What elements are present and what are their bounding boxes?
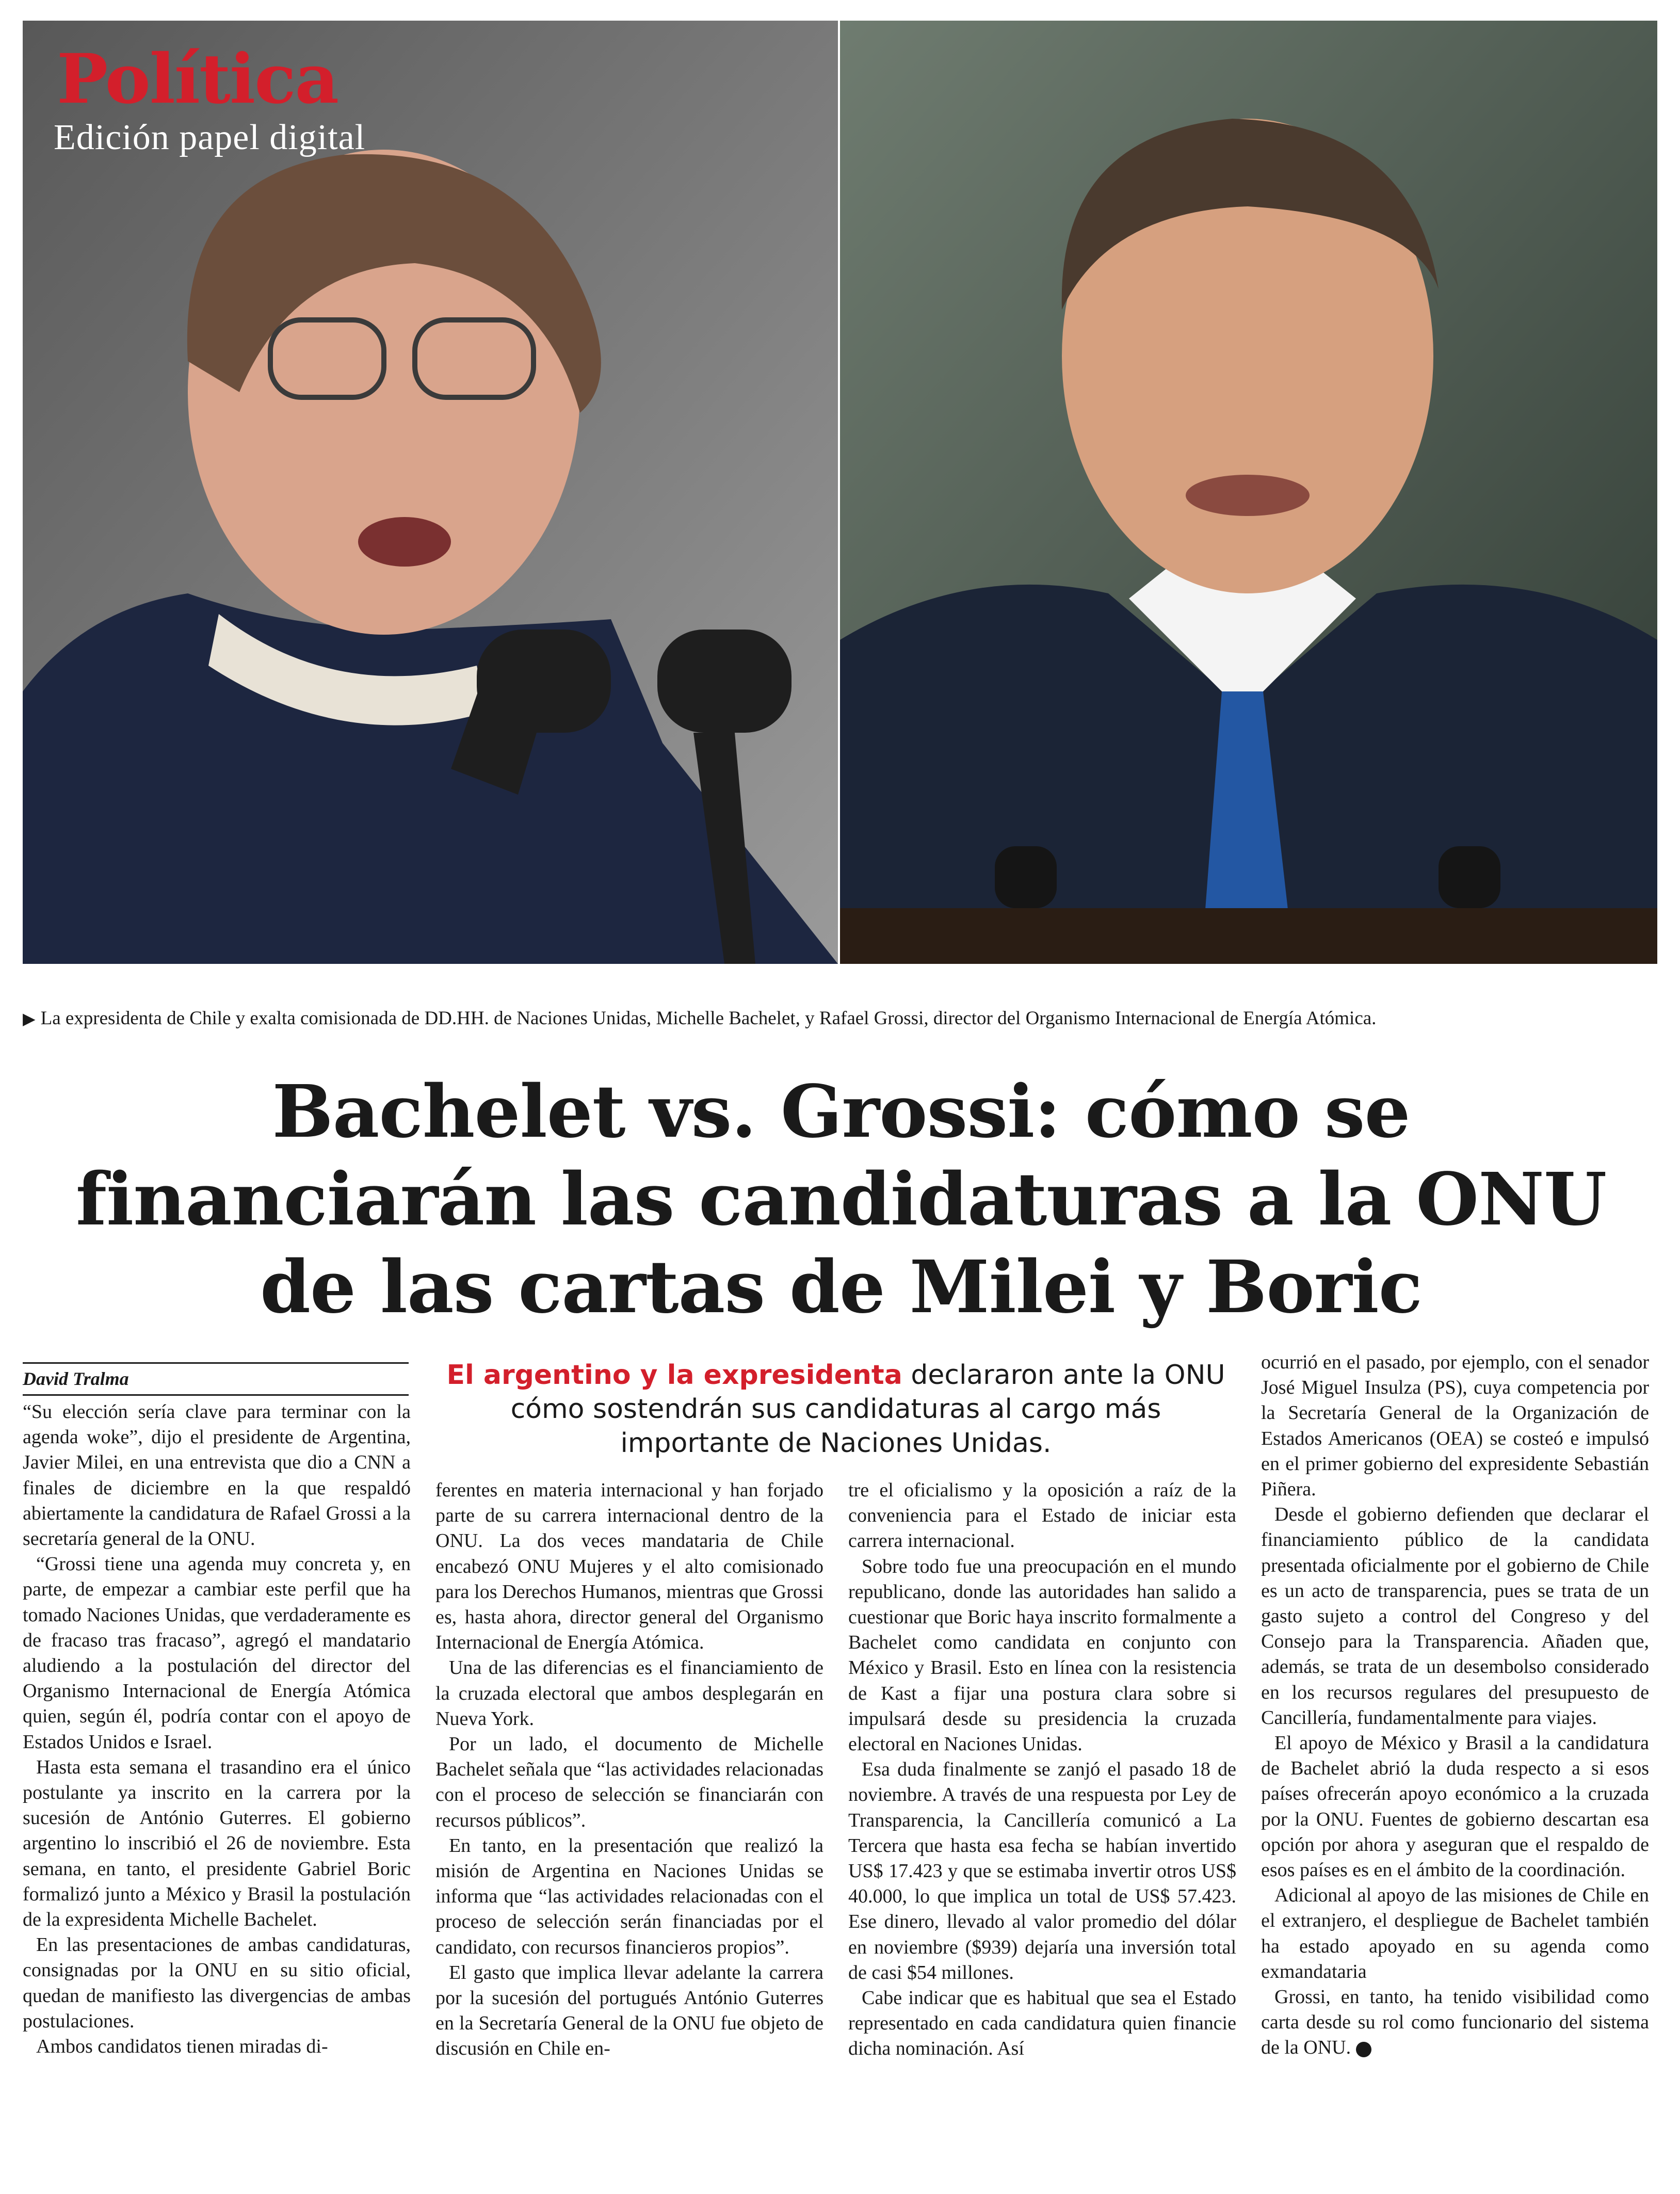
paragraph: El apoyo de México y Brasil a la candidatura de Bachelet abrió la duda respecto a si esos países ofrecerán apoyo económico a la cruzada por la ONU. Fuentes de gobierno descartan esa opción por ahora y aseguran que el respaldo de esos países es en el ámbito de la coordinación. bbox=[1261, 1732, 1649, 1881]
paragraph: “Grossi tiene una agenda muy concreta y, en parte, de empezar a cambiar este perfil que ha tomado Naciones Unidas, que verdaderamente es de fracaso tras fracaso”, agregó el mandatario aludiendo a la postulación del director del Organismo Internacional de Energía Atómica quien, según él, podría contar con el apoyo de Estados Unidos e Israel. bbox=[23, 1553, 411, 1753]
paragraph: Una de las diferencias es el financiamiento de la cruzada electoral que ambos desplegarán en Nueva York. bbox=[435, 1657, 823, 1730]
body-column-1 bbox=[23, 1399, 411, 2059]
byline: David Tralma bbox=[23, 1362, 409, 1396]
photo-caption bbox=[23, 1007, 1658, 1030]
paragraph: Por un lado, el documento de Michelle Bachelet señala que “las actividades relacionadas con el proceso de selección se financiarán con recursos públicos”. bbox=[435, 1733, 823, 1831]
paragraph: Cabe indicar que es habitual que sea el Estado representado en cada candidatura quien financie dicha nominación. Así bbox=[848, 1987, 1236, 2060]
paragraph: En tanto, en la presentación que realizó la misión de Argentina en Naciones Unidas se informa que “las actividades relacionadas con el proceso de selección serán financiadas por el candidato, con recursos financieros propios”. bbox=[435, 1834, 823, 1958]
paragraph: tre el oficialismo y la oposición a raíz de la conveniencia para el Estado de iniciar esta carrera internacional. bbox=[848, 1479, 1236, 1552]
caption-arrow-icon: ▶ bbox=[23, 1009, 36, 1028]
paragraph: Ambos candidatos tienen miradas di- bbox=[36, 2036, 328, 2058]
paragraph: Adicional al apoyo de las misiones de Chile en el extranjero, el despliegue de Bachelet también ha estado apoyado en su agenda como exmandataria bbox=[1261, 1884, 1649, 1982]
standfirst bbox=[444, 1358, 1228, 1460]
body-column-4 bbox=[1261, 1350, 1649, 2061]
section-label: Política bbox=[57, 39, 338, 119]
body-column-3 bbox=[848, 1478, 1236, 2062]
body-column-2 bbox=[435, 1478, 823, 2062]
paragraph-final-text: Grossi, en tanto, ha tenido visibilidad como carta desde su rol como funcionario del sistema de la ONU. bbox=[1261, 1986, 1649, 2059]
section-sublabel: Edición papel digital bbox=[54, 118, 366, 157]
paragraph: Desde el gobierno defienden que declarar el financiamiento público de la candidata presentada oficialmente por el gobierno de Chile es un acto de transparencia, pues se trata de un gasto sujeto a control del Congreso y del Consejo para la Transparencia. Añaden que, además, se trata de un desembolso considerado en los recursos regulares del presupuesto de Cancillería, fundamentalmente para viajes. bbox=[1261, 1504, 1649, 1729]
photo-rafael-grossi bbox=[840, 21, 1657, 964]
paragraph-final bbox=[1261, 1985, 1649, 2061]
headline: Bachelet vs. Grossi: cómo se financiarán las candidaturas a la ONU de las cartas de Milei y Boric bbox=[75, 1070, 1607, 1330]
standfirst-highlight: El argentino y la expresidenta bbox=[446, 1360, 902, 1391]
paragraph: Sobre todo fue una preocupación en el mundo republicano, donde las autoridades han salido a cuestionar que Boric haya inscrito formalmente a Bachelet como candidata en conjunto con México y Brasil. Esto en línea con la resistencia de Kast a fijar una postura clara sobre si impulsará desde su presidencia la cruzada electoral en Naciones Unidas. bbox=[848, 1555, 1236, 1755]
paragraph: El gasto que implica llevar adelante la carrera por la sucesión del portugués António Guterres en la Secretaría General de la ONU fue objeto de discusión en Chile en- bbox=[435, 1961, 823, 2060]
standfirst-text: declararon ante la ONU cómo sostendrán sus candidaturas al cargo más importante de Naciones Unidas. bbox=[510, 1360, 1225, 1459]
paragraph: “Su elección sería clave para terminar con la agenda woke”, dijo el presidente de Argentina, Javier Milei, en una entrevista que dio a CNN a finales de diciembre en la que respaldó abiertamente la candidatura de Rafael Grossi a la secretaría general de la ONU. bbox=[23, 1401, 411, 1550]
paragraph: Hasta esta semana el trasandino era el único postulante ya inscrito en la carrera por la sucesión de António Guterres. El gobierno argentino lo inscribió el 26 de noviembre. Esta semana, en tanto, el presidente Gabriel Boric formalizó junto a México y Brasil la postulación de la expresidenta Michelle Bachelet. bbox=[23, 1756, 411, 1931]
end-mark-icon bbox=[1356, 2042, 1371, 2057]
paragraph: ferentes en materia internacional y han forjado parte de su carrera internacional dentro de la ONU. La dos veces mandataria de Chile encabezó ONU Mujeres y el alto comisionado para los Derechos Humanos, mientras que Grossi es, hasta ahora, director general del Organismo Internacional de Energía Atómica. bbox=[435, 1479, 823, 1654]
paragraph: En las presentaciones de ambas candidaturas, consignadas por la ONU en su sitio oficial, quedan de manifiesto las divergencias de ambas postulaciones. bbox=[23, 1934, 411, 2032]
paragraph: ocurrió en el pasado, por ejemplo, con el senador José Miguel Insulza (PS), cuya competencia por la Secretaría General de la Organización de Estados Americanos (OEA) se costeó e impulsó en el primer gobierno del expresidente Sebastián Piñera. bbox=[1261, 1351, 1649, 1501]
photo-michelle-bachelet bbox=[23, 21, 838, 964]
bachelet-illustration bbox=[23, 21, 838, 964]
paragraph: Esa duda finalmente se zanjó el pasado 18 de noviembre. A través de una respuesta por Ley de Transparencia, la Cancillería comunicó a La Tercera que hasta esa fecha se habían invertido US$ 17.423 y que se estimaba invertir otros US$ 40.000, lo que implica un total de US$ 57.423. Ese dinero, llevado al valor promedio del dólar en noviembre ($939) dejaría una inversión total de casi $54 millones. bbox=[848, 1759, 1236, 1983]
grossi-illustration bbox=[840, 21, 1657, 964]
caption-text: La expresidenta de Chile y exalta comisionada de DD.HH. de Naciones Unidas, Michelle Bachelet, y Rafael Grossi, director del Organismo Internacional de Energía Atómica. bbox=[40, 1008, 1377, 1029]
